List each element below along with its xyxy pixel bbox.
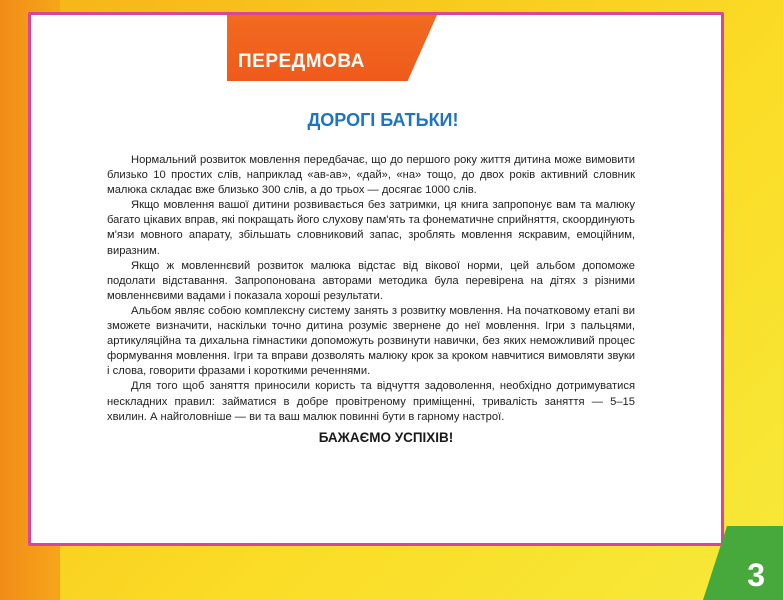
page-heading: ДОРОГІ БАТЬКИ! [307, 110, 459, 130]
paragraph: Нормальний розвиток мовлення передбачає, що до першого року життя дитина може вимовити близько 10 простих слів, наприклад «ав-ав», «дай», «на» тощо, до двох років активний словник малюка складає вже близько 300 слів, а до трьох — досягає 1000 слів. [107, 154, 635, 197]
body-text [107, 153, 635, 425]
paragraph: Для того щоб заняття приносили користь та відчуття задоволення, необхідно дотримуватися нескладних правил: займатися в добре провітреному приміщенні, тривалість заняття — 5–15 хвилин. А найголовніше — ви та ваш малюк повинні бути в гарному настрої. [107, 380, 635, 423]
closing-wish: БАЖАЄМО УСПІХІВ! [318, 430, 454, 445]
paragraph: Якщо ж мовленнєвий розвиток малюка відстає від вікової норми, цей альбом допоможе подолати відставання. Запропонована авторами методика була перевірена на дітях з різними мовленнєвими вадами і показала хороші результати. [107, 259, 635, 302]
page-frame [28, 12, 724, 546]
section-title: ПЕРЕДМОВА [238, 51, 365, 72]
page-number: 3 [747, 557, 765, 593]
paragraph: Альбом являє собою комплексну систему занять з розвитку мовлення. На початковому етапі ви зможете визначити, наскільки точно дитина розуміє звернене до неї мовлення. Ігри з пальцями, артикуляційна та дихальна гімнастики допоможуть розвинути навички, без яких неможливий процес формування мовлення. Ігри та вправи дозволять малюку крок за кроком навчитися вимовляти звуки і слова, говорити фразами і короткими реченнями. [107, 304, 635, 378]
paragraph: Якщо мовлення вашої дитини розвивається без затримки, ця книга запропонує вам та малюку багато цікавих вправ, які покращать його слухову пам'ять та фонематичне сприйняття, скоординують м'язи мовного апарату, збільшать словниковий запас, зроблять мовлення яскравим, емоційним, виразним. [107, 199, 635, 257]
